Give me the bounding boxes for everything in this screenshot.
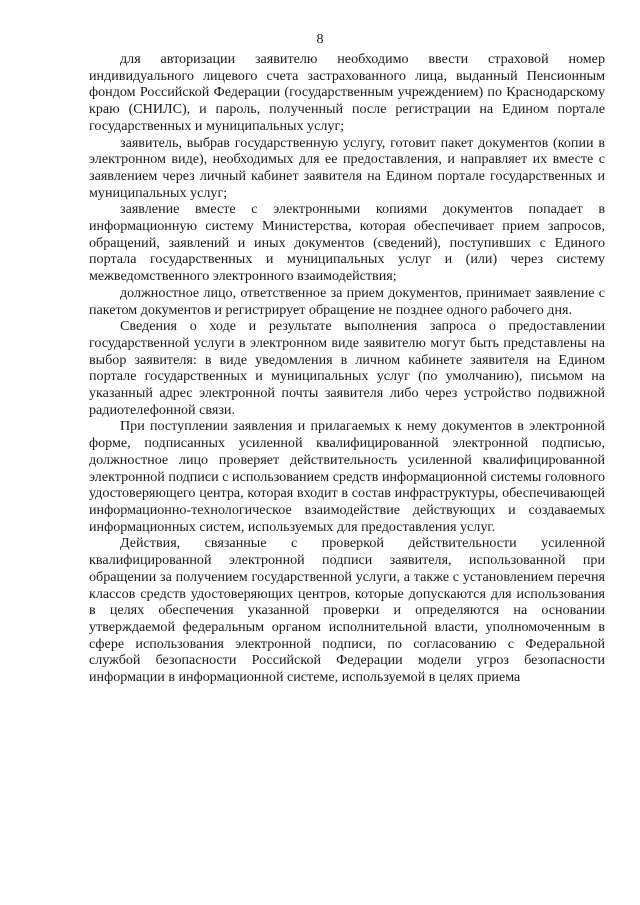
paragraph-status-notifications: Сведения о ходе и результате выполнения запроса о предоставлении государственной услуги в электронном виде заявителю могут быть представлены на выбор заявителя: в виде уведомления в личном кабинете заявителя на Едином портале государственных и муниципальных услуг (по умолчанию), письмом на указанный адрес электронной почты заявителя либо через устройство подвижной радиотелефонной связи.	[89, 318, 605, 418]
page-number: 8	[316, 32, 324, 47]
paragraph-signature-verification: При поступлении заявления и прилагаемых к нему документов в электронной форме, подписанных усиленной квалифицированной электронной подписью, должностное лицо проверяет действительность усиленной квалифицированной электронной подписи с использованием средств информационной системы головного удостоверяющего центра, которая входит в состав инфраструктуры, обеспечивающей информационно-технологическое взаимодействие действующих и создаваемых информационных систем, используемых для предоставления услуг.	[89, 418, 605, 535]
paragraph-authorization: для авторизации заявителю необходимо ввести страховой номер индивидуального лицевого счета застрахованного лица, выданный Пенсионным фондом Российской Федерации (государственным учреждением) по Краснодарскому краю (СНИЛС), и пароль, полученный после регистрации на Едином портале государственных и муниципальных услуг;	[89, 51, 605, 134]
paragraph-application-to-ministry-system: заявление вместе с электронными копиями документов попадает в информационную систему Министерства, которая обеспечивает прием запросов, обращений, заявлений и иных документов (сведений), поступивших с Единого портала государственных и муниципальных услуг и (или) через систему межведомственного электронного взаимодействия;	[89, 201, 605, 285]
paragraph-applicant-prepares-documents: заявитель, выбрав государственную услугу, готовит пакет документов (копии в электронном виде), необходимых для ее предоставления, и направляет их вместе с заявлением через личный кабинет заявителя на Едином портале государственных и муниципальных услуг;	[89, 134, 605, 201]
paragraph-official-registers-request: должностное лицо, ответственное за прием документов, принимает заявление с пакетом документов и регистрирует обращение не позднее одного рабочего дня.	[89, 284, 605, 318]
paragraph-signature-check-actions: Действия, связанные с проверкой действительности усиленной квалифицированной электронной подписи заявителя, использованной при обращении за получением государственной услуги, а также с установлением перечня классов средств удостоверяющих центров, которые допускаются для использования в целях обеспечения указанной проверки и определяются на основании утверждаемой федеральным органом исполнительной власти, уполномоченным в сфере использования электронной подписи, по согласованию с Федеральной службой безопасности Российской Федерации модели угроз безопасности информации в информационной системе, используемой в целях приема	[89, 535, 605, 686]
document-body	[89, 51, 605, 686]
